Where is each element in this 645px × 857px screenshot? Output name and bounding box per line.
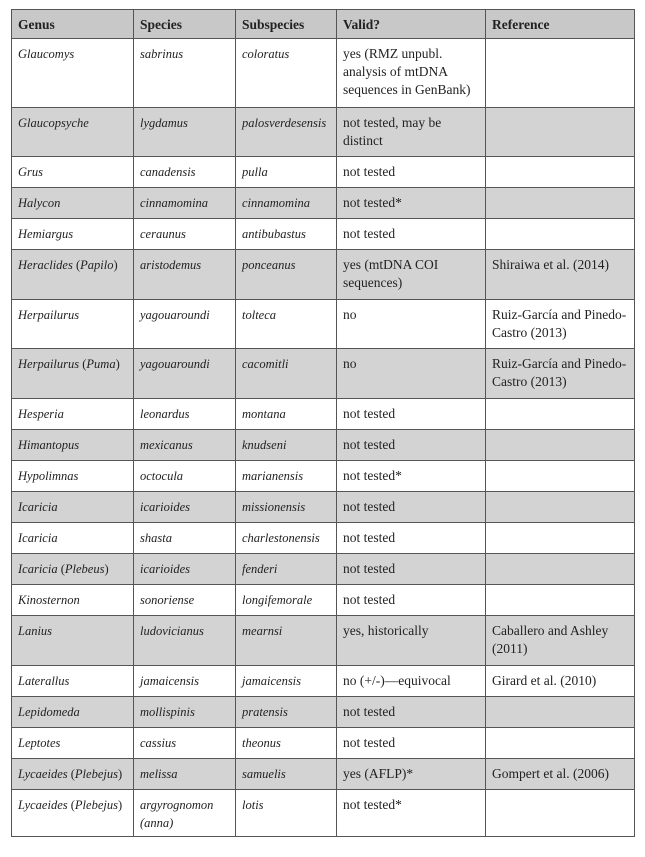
subspecies-validity-table [11,9,635,837]
genus-cell: Herpailurus [12,300,134,349]
genus-cell: Halycon [12,188,134,219]
genus-cell: Heraclides (Papilo) [12,250,134,300]
valid-cell: no [337,349,486,399]
subspecies-cell: missionensis [236,492,337,523]
reference-cell [486,157,635,188]
species-cell: yagouaroundi [134,349,236,399]
table-row [12,349,635,399]
genus-cell: Laterallus [12,666,134,697]
genus-cell: Himantopus [12,430,134,461]
subspecies-cell: cinnamomina [236,188,337,219]
valid-cell: yes (AFLP)* [337,759,486,790]
species-cell: argyrognomon (anna) [134,790,236,837]
reference-cell [486,554,635,585]
subspecies-cell: antibubastus [236,219,337,250]
valid-cell: yes (mtDNA COI sequences) [337,250,486,300]
reference-cell [486,585,635,616]
table-row [12,697,635,728]
species-cell: melissa [134,759,236,790]
valid-cell: yes (RMZ unpubl. analysis of mtDNA sequences in GenBank) [337,39,486,108]
subspecies-cell: pulla [236,157,337,188]
subspecies-cell: palosverdesensis [236,108,337,157]
species-cell: ludovicianus [134,616,236,666]
subspecies-cell: marianensis [236,461,337,492]
table-row [12,585,635,616]
species-cell: lygdamus [134,108,236,157]
subspecies-cell: lotis [236,790,337,837]
table-row [12,108,635,157]
table-row [12,39,635,108]
table-row [12,300,635,349]
table-row [12,759,635,790]
species-cell: sonoriense [134,585,236,616]
reference-cell [486,790,635,837]
subspecies-cell: samuelis [236,759,337,790]
genus-cell: Hypolimnas [12,461,134,492]
valid-cell: not tested [337,430,486,461]
subspecies-cell: mearnsi [236,616,337,666]
genus-cell: Icaricia [12,523,134,554]
valid-cell: not tested* [337,790,486,837]
reference-cell [486,39,635,108]
genus-cell: Hesperia [12,399,134,430]
species-cell: mexicanus [134,430,236,461]
table-row [12,157,635,188]
table-row [12,616,635,666]
subspecies-cell: theonus [236,728,337,759]
species-cell: aristodemus [134,250,236,300]
table-row [12,430,635,461]
genus-cell: Lycaeides (Plebejus) [12,759,134,790]
valid-cell: not tested [337,523,486,554]
subspecies-cell: tolteca [236,300,337,349]
valid-cell: not tested, may be distinct [337,108,486,157]
genus-cell: Hemiargus [12,219,134,250]
valid-cell: not tested [337,157,486,188]
subspecies-cell: fenderi [236,554,337,585]
subspecies-cell: ponceanus [236,250,337,300]
subspecies-cell: knudseni [236,430,337,461]
reference-cell [486,430,635,461]
valid-cell: not tested [337,554,486,585]
subspecies-cell: montana [236,399,337,430]
species-cell: canadensis [134,157,236,188]
valid-cell: not tested [337,728,486,759]
header-valid: Valid? [337,10,486,39]
table-row [12,219,635,250]
table-row [12,461,635,492]
table-row [12,523,635,554]
reference-cell: Shiraiwa et al. (2014) [486,250,635,300]
species-cell: jamaicensis [134,666,236,697]
header-species: Species [134,10,236,39]
genus-cell: Lycaeides (Plebejus) [12,790,134,837]
subspecies-cell: charlestonensis [236,523,337,554]
valid-cell: not tested [337,399,486,430]
table-row [12,250,635,300]
table-row [12,399,635,430]
valid-cell: not tested* [337,461,486,492]
subspecies-cell: jamaicensis [236,666,337,697]
subspecies-cell: longifemorale [236,585,337,616]
reference-cell [486,188,635,219]
subspecies-cell: pratensis [236,697,337,728]
table-row [12,790,635,837]
species-cell: leonardus [134,399,236,430]
reference-cell: Girard et al. (2010) [486,666,635,697]
reference-cell: Gompert et al. (2006) [486,759,635,790]
genus-cell: Glaucomys [12,39,134,108]
genus-cell: Grus [12,157,134,188]
valid-cell: not tested [337,219,486,250]
genus-cell: Leptotes [12,728,134,759]
species-cell: sabrinus [134,39,236,108]
genus-cell: Herpailurus (Puma) [12,349,134,399]
reference-cell [486,492,635,523]
valid-cell: no [337,300,486,349]
species-cell: ceraunus [134,219,236,250]
valid-cell: not tested [337,492,486,523]
subspecies-cell: coloratus [236,39,337,108]
table-row [12,492,635,523]
species-cell: shasta [134,523,236,554]
reference-cell [486,108,635,157]
header-reference: Reference [486,10,635,39]
reference-cell [486,399,635,430]
subspecies-cell: cacomitli [236,349,337,399]
table-row [12,554,635,585]
valid-cell: not tested [337,585,486,616]
genus-cell: Icaricia [12,492,134,523]
species-cell: icarioides [134,554,236,585]
genus-cell: Glaucopsyche [12,108,134,157]
reference-cell [486,523,635,554]
genus-cell: Icaricia (Plebeus) [12,554,134,585]
reference-cell: Ruiz-García and Pinedo-Castro (2013) [486,300,635,349]
species-cell: octocula [134,461,236,492]
genus-cell: Kinosternon [12,585,134,616]
genus-cell: Lepidomeda [12,697,134,728]
reference-cell [486,219,635,250]
species-cell: mollispinis [134,697,236,728]
table-row [12,188,635,219]
table-row [12,728,635,759]
header-genus: Genus [12,10,134,39]
reference-cell: Ruiz-García and Pinedo-Castro (2013) [486,349,635,399]
header-row [12,10,635,39]
header-subspecies: Subspecies [236,10,337,39]
species-cell: cassius [134,728,236,759]
table-row [12,666,635,697]
reference-cell: Caballero and Ashley (2011) [486,616,635,666]
reference-cell [486,461,635,492]
reference-cell [486,728,635,759]
valid-cell: not tested* [337,188,486,219]
species-cell: icarioides [134,492,236,523]
reference-cell [486,697,635,728]
valid-cell: not tested [337,697,486,728]
valid-cell: yes, historically [337,616,486,666]
genus-cell: Lanius [12,616,134,666]
valid-cell: no (+/-)—equivocal [337,666,486,697]
species-cell: yagouaroundi [134,300,236,349]
species-cell: cinnamomina [134,188,236,219]
